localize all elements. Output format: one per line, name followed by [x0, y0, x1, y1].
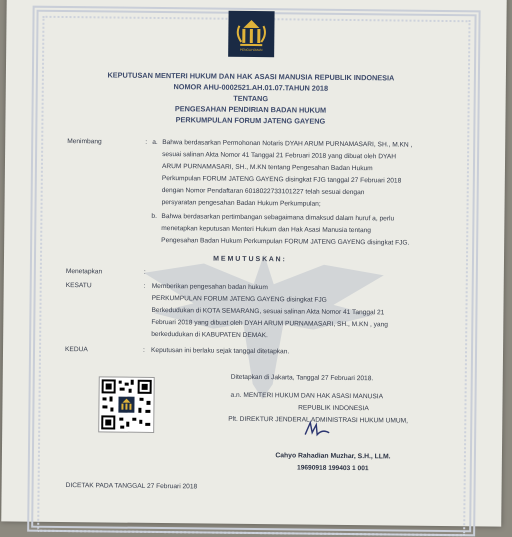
memutuskan-heading: M E M U T U S K A N : [213, 255, 285, 264]
menimbang-a-line: persyaratan pengesahan Badan Hukum Perkumpulan; [161, 199, 321, 208]
menetapkan-label: Menetapkan [65, 268, 103, 276]
plt-director: Plt. DIREKTUR JENDERAL ADMINISTRASI HUKUM UMUM, [228, 415, 408, 425]
kesatu-line: Memberikan pengesahan badan hukum [151, 282, 268, 292]
kedua-text: Keputusan ini berlaku sejak tanggal ditetapkan. [151, 346, 290, 356]
signatory-nip: 19690918 199403 1 001 [297, 464, 369, 473]
printed-date: DICETAK PADA TANGGAL 27 Februari 2018 [65, 482, 198, 491]
decree-subject: PENGESAHAN PENDIRIAN BADAN HUKUM [174, 104, 327, 115]
menimbang-a-marker: a. [152, 138, 158, 146]
kedua-label: KEDUA [65, 346, 88, 354]
menimbang-a-line: dengan Nomor Pendaftaran 6018022733101227 telah sesuai dengan [161, 187, 365, 197]
menimbang-label: Menimbang [67, 138, 102, 146]
pengayoman-emblem-icon [231, 14, 271, 54]
menimbang-b-marker: b. [151, 212, 157, 220]
decree-title: KEPUTUSAN MENTERI HUKUM DAN HAK ASASI MANUSIA REPUBLIK INDONESIA [107, 70, 395, 83]
qr-code-icon [99, 377, 154, 432]
menetapkan-colon: : [143, 268, 146, 276]
kesatu-line: berkedudukan di KABUPATEN DEMAK. [151, 330, 268, 340]
menimbang-colon: : [145, 138, 148, 146]
place-date: Ditetapkan di Jakarta, Tanggal 27 Februari 2018. [230, 373, 374, 383]
signature-icon [302, 419, 332, 441]
republik-indonesia: REPUBLIK INDONESIA [298, 404, 369, 413]
menimbang-a-line: ARUM PURNAMASARI, SH., M.KN tentang Pengesahan Badan Hukum [161, 163, 373, 173]
decree-number: NOMOR AHU-0002521.AH.01.07.TAHUN 2018 [173, 82, 329, 93]
menimbang-a-line: sesuai salinan Akta Nomor 41 Tanggal 21 Februari 2018 yang dibuat oleh DYAH [162, 151, 397, 161]
decree-tentang: TENTANG [233, 93, 269, 104]
menimbang-a-line: Bahwa berdasarkan Permohonan Notaris DYAH ARUM PURNAMASARI, SH., M.KN , [162, 139, 413, 149]
kesatu-line: Februari 2018 yang dibuat oleh DYAH ARUM PURNAMASARI, SH., M.KN , yang [151, 318, 388, 329]
logo-text: PENGAYOMAN [239, 47, 263, 53]
kedua-colon: : [143, 346, 145, 354]
menimbang-b-line: Pengesahan Badan Hukum Perkumpulan FORUM JATENG GAYENG disingkat FJG. [161, 237, 410, 247]
menimbang-b-line: menetapkan keputusan Menteri Hukum dan Hak Asasi Manusia tentang [161, 225, 372, 235]
kesatu-line: PERKUMPULAN FORUM JATENG GAYENG disingkat FJG [151, 294, 327, 304]
kesatu-line: Berkedudukan di KOTA SEMARANG, sesuai salinan Akta Nomor 41 Tanggal 21 [151, 306, 385, 317]
kesatu-colon: : [143, 282, 146, 290]
qr-code [98, 376, 155, 433]
signatory-name: Cahyo Rahadian Muzhar, S.H., LLM. [275, 452, 391, 461]
kesatu-label: KESATU [65, 282, 92, 290]
decree-organization: PERKUMPULAN FORUM JATENG GAYENG [175, 115, 326, 126]
menimbang-b-line: Bahwa berdasarkan pertimbangan sebagaimana dimaksud dalam huruf a, perlu [161, 213, 395, 223]
an-minister: a.n. MENTERI HUKUM DAN HAK ASASI MANUSIA [230, 391, 384, 401]
menimbang-a-line: Perkumpulan FORUM JATENG GAYENG disingkat FJG tanggal 27 Februari 2018 [161, 175, 402, 185]
ministry-logo [228, 11, 274, 57]
certificate-paper [1, 0, 507, 527]
